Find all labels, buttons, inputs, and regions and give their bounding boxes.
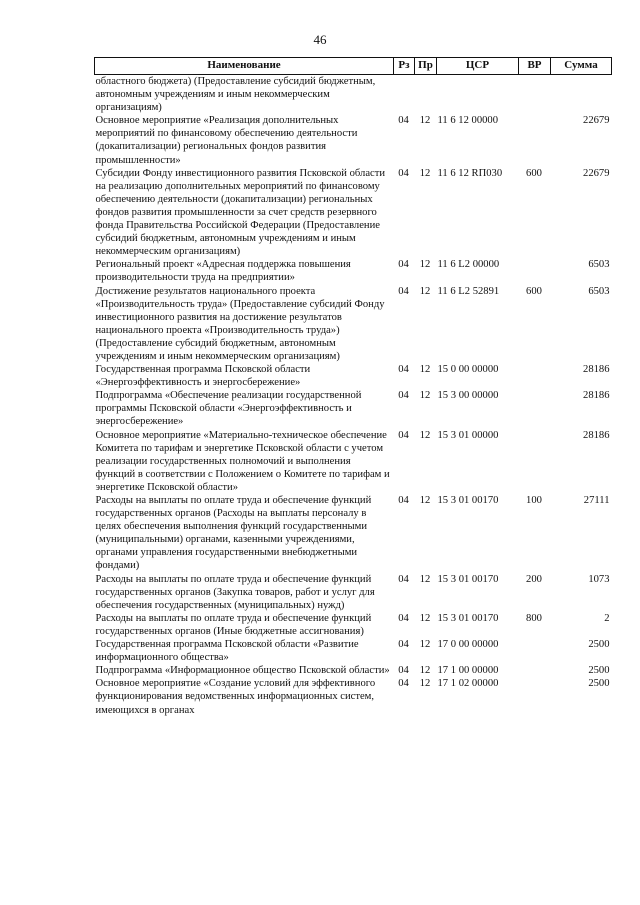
- row-rz: 04: [398, 285, 409, 297]
- row-pr: 12: [419, 259, 431, 271]
- table-row: [95, 664, 612, 677]
- row-rz: [394, 75, 415, 115]
- row-rz: 04: [398, 612, 409, 624]
- row-csr: 17 0 00 00000: [437, 639, 499, 651]
- header-pr: Пр: [415, 58, 437, 75]
- table-row: [95, 258, 612, 284]
- table-row: [95, 429, 612, 494]
- row-vr: [519, 429, 551, 494]
- row-sum: 27111: [583, 495, 610, 506]
- row-rz: 04: [398, 167, 409, 179]
- row-pr: 12: [419, 364, 431, 376]
- row-pr: 12: [419, 612, 431, 624]
- table-row: [95, 494, 612, 573]
- row-sum: 6503: [588, 259, 610, 271]
- row-name: Государственная программа Псковской области «Энергоэффективность и энергосбережение»: [95, 364, 311, 389]
- row-pr: [415, 75, 437, 115]
- row-name: областного бюджета) (Предоставление субсидий бюджетным, автономным учреждениям и иным некоммерческим организациям): [95, 76, 376, 114]
- table-row: [95, 573, 612, 612]
- table-row: [95, 114, 612, 166]
- row-name: Основное мероприятие «Материально-техническое обеспечение Комитета по тарифам и энергетике Псковской области с учетом реализации государственных полномочий и выполнения функций в соответствии с Положением о Комитете по тарифам и энергетике Псковской области»: [95, 429, 390, 493]
- row-csr: 11 6 L2 00000: [437, 259, 500, 271]
- row-pr: 12: [419, 285, 431, 297]
- row-pr: 12: [419, 167, 431, 179]
- row-sum: 2: [604, 612, 610, 624]
- header-vr: ВР: [519, 58, 551, 75]
- row-vr: [519, 363, 551, 389]
- row-name: Региональный проект «Адресная поддержка повышения производительности труда на предприятии»: [95, 259, 351, 284]
- row-vr: [519, 638, 551, 664]
- table-row: [95, 612, 612, 638]
- row-vr: 100: [526, 495, 542, 506]
- row-vr: [519, 75, 551, 115]
- row-vr: [519, 664, 551, 677]
- row-rz: 04: [398, 364, 409, 376]
- header-sum: Сумма: [551, 58, 612, 75]
- row-sum: 6503: [588, 285, 610, 297]
- row-name: Государственная программа Псковской области «Развитие информационного общества»: [95, 639, 359, 664]
- row-name: Основное мероприятие «Реализация дополнительных мероприятий по финансовому обеспечению деятельности (докапитализации) региональных фондов развития промышленности»: [95, 115, 358, 166]
- row-rz: 04: [398, 573, 409, 585]
- table-header-row: [95, 58, 612, 75]
- row-rz: 04: [398, 115, 409, 127]
- row-pr: 12: [419, 573, 431, 585]
- row-rz: 04: [398, 429, 409, 441]
- header-name: Наименование: [95, 58, 394, 75]
- row-sum: [551, 75, 612, 115]
- table-row: [95, 638, 612, 664]
- row-sum: 1073: [588, 573, 610, 585]
- row-vr: 800: [526, 612, 542, 624]
- row-csr: 11 6 12 RП030: [437, 167, 503, 179]
- row-sum: 28186: [583, 429, 610, 441]
- row-sum: 28186: [583, 364, 610, 376]
- header-csr: ЦСР: [437, 58, 519, 75]
- row-name: Расходы на выплаты по оплате труда и обеспечение функций государственных органов (Расходы на выплаты персоналу в целях обеспечения выполнения функций государственными (муниципальными) органами, казенными учреждениями, органами управления государственными внебюджетными фондами): [95, 495, 372, 572]
- row-csr: 11 6 12 00000: [437, 115, 499, 127]
- row-name: Подпрограмма «Информационное общество Псковской области»: [95, 665, 390, 677]
- row-csr: 11 6 L2 52891: [437, 285, 500, 297]
- row-pr: 12: [419, 390, 431, 402]
- row-sum: 2500: [588, 665, 610, 677]
- row-sum: 22679: [583, 167, 610, 179]
- row-csr: 15 3 01 00170: [437, 612, 499, 624]
- row-sum: 22679: [583, 115, 610, 127]
- row-name: Расходы на выплаты по оплате труда и обеспечение функций государственных органов (Закупка товаров, работ и услуг для обеспечения государственных (муниципальных) нужд): [95, 573, 375, 611]
- row-vr: 600: [526, 285, 542, 297]
- row-name: Расходы на выплаты по оплате труда и обеспечение функций государственных органов (Иные бюджетные ассигнования): [95, 612, 372, 637]
- row-rz: 04: [398, 678, 409, 690]
- row-csr: 15 3 01 00170: [437, 573, 499, 585]
- row-sum: 2500: [588, 639, 610, 651]
- row-vr: [519, 114, 551, 166]
- budget-table: [94, 57, 612, 717]
- page-number: 46: [313, 32, 327, 47]
- row-vr: 200: [526, 573, 542, 585]
- table-row: [95, 677, 612, 716]
- row-rz: 04: [398, 665, 409, 677]
- row-pr: 12: [419, 665, 431, 677]
- table-row: [95, 285, 612, 364]
- row-csr: 17 1 02 00000: [437, 678, 499, 690]
- row-rz: 04: [398, 390, 409, 402]
- row-pr: 12: [419, 115, 431, 127]
- table-row: [95, 75, 612, 115]
- table-row: [95, 389, 612, 428]
- row-vr: [519, 389, 551, 428]
- row-name: Основное мероприятие «Создание условий для эффективного функционирования ведомственных информационных систем, имеющихся в органах: [95, 678, 376, 716]
- row-name: Достижение результатов национального проекта «Производительность труда» (Предоставление субсидий Фонду инвестиционного развития на достижение результатов национального проекта «Производительность труда») (Предоставление субсидий бюджетным, автономным учреждениям и иным некоммерческим организациям): [95, 285, 385, 362]
- row-pr: 12: [419, 429, 431, 441]
- row-pr: 12: [419, 678, 431, 690]
- row-rz: 04: [398, 259, 409, 271]
- row-csr: 15 3 00 00000: [437, 390, 499, 402]
- row-pr: 12: [419, 639, 431, 651]
- row-vr: [519, 258, 551, 284]
- row-csr: 15 3 01 00170: [437, 495, 499, 506]
- row-pr: 12: [419, 495, 431, 506]
- row-rz: 04: [398, 639, 409, 651]
- row-csr: 15 0 00 00000: [437, 364, 499, 376]
- row-csr: 15 3 01 00000: [437, 429, 499, 441]
- row-rz: 04: [398, 495, 409, 506]
- row-csr: 17 1 00 00000: [437, 665, 499, 677]
- row-vr: 600: [526, 167, 542, 179]
- table-row: [95, 363, 612, 389]
- row-csr: [437, 75, 519, 115]
- row-sum: 2500: [588, 678, 610, 690]
- header-rz: Рз: [394, 58, 415, 75]
- row-name: Подпрограмма «Обеспечение реализации государственной программы Псковской области «Энергоэффективность и энергосбережение»: [95, 390, 362, 428]
- row-name: Субсидии Фонду инвестиционного развития Псковской области на реализацию дополнительных мероприятий по финансовому обеспечению деятельности (докапитализации) региональных фондов развития промышленности за счет средств резервного фонда Правительства Российской Федерации (Предоставление субсидий бюджетным, автономным учреждениям и иным некоммерческим организациям): [95, 167, 386, 258]
- row-vr: [519, 677, 551, 716]
- table-row: [95, 167, 612, 259]
- row-sum: 28186: [583, 390, 610, 402]
